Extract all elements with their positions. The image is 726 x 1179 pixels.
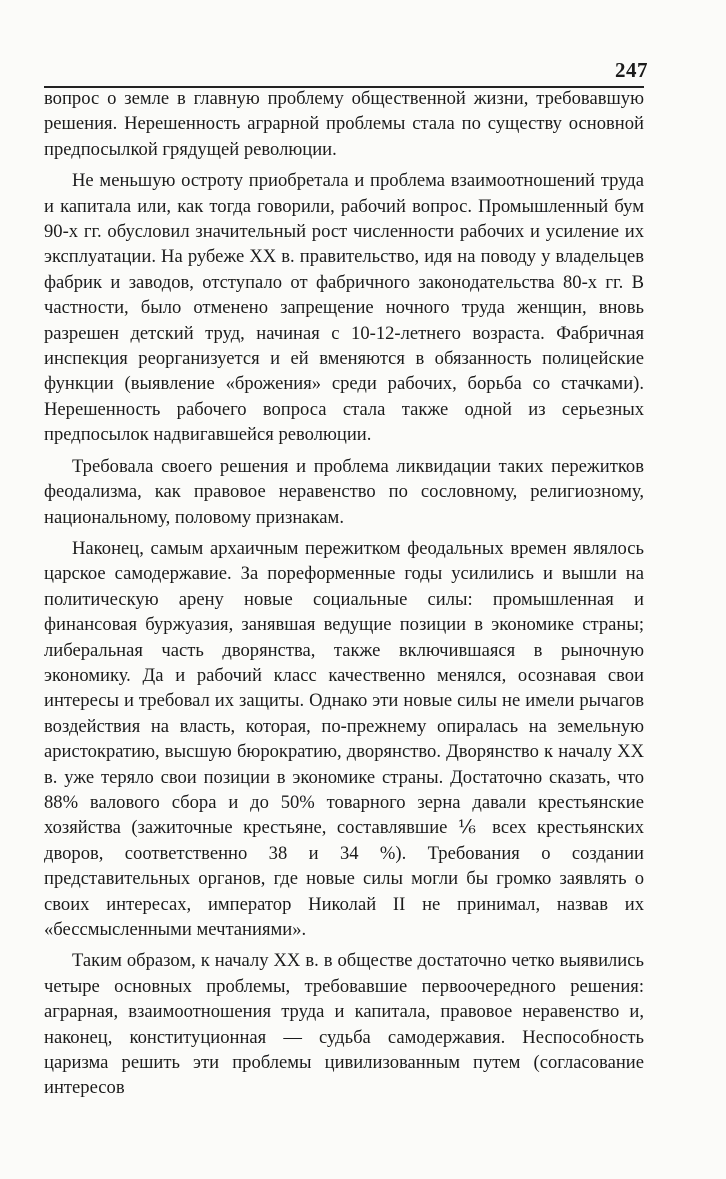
- paragraph-continuation: вопрос о земле в главную проблему общественной жизни, требовавшую решения. Нерешенность аграрной проблемы стала по существу основной предпосылкой грядущей революции.: [44, 88, 644, 160]
- paragraph-autocracy: Наконец, самым архаичным пережитком феодальных времен являлось царское самодержавие. За пореформенные годы усилились и вышли на политическую арену новые социальные силы: промышленная и финансовая буржуазия, занявшая ведущие позиции в экономике страны; либеральная часть дворянства, также включившаяся в рыночную экономику. Да и рабочий класс качественно менялся, осознавая свои интересы и требовал их защиты. Однако эти новые силы не имели рычагов воздействия на власть, которая, по-прежнему опиралась на земельную аристократию, высшую бюрократию, дворянство. Дворянство к началу XX в. уже теряло свои позиции в экономике страны. Достаточно сказать, что 88% валового сбора и до 50% товарного зерна давали крестьянские хозяйства (зажиточные крестьяне, составлявшие ⅙ всех крестьянских дворов, соответственно 38 и 34 %). Требования о создании представительных органов, где новые силы могли бы громко заявлять о своих интересах, император Николай II не принимал, назвав их «бессмысленными мечтаниями».: [44, 537, 644, 940]
- paragraph-feudal-remnants: Требовала своего решения и проблема ликвидации таких пережитков феодализма, как правовое неравенство по сословному, религиозному, национальному, половому признакам.: [44, 455, 644, 528]
- body-text: [44, 86, 644, 1101]
- paragraph-labor-question: Не меньшую остроту приобретала и проблема взаимоотношений труда и капитала или, как тогда говорили, рабочий вопрос. Промышленный бум 90-х гг. обусловил значительный рост численности рабочих и усиление их эксплуатации. На рубеже XX в. правительство, идя на поводу у владельцев фабрик и заводов, отступало от фабричного законодательства 80-х гг. В частности, было отменено запрещение ночного труда женщин, вновь разрешен детский труд, начиная с 10-12-летнего возраста. Фабричная инспекция реорганизуется и ей вменяются в обязанность полицейские функции (выявление «брожения» среди рабочих, борьба со стачками). Нерешенность рабочего вопроса стала также одной из серьезных предпосылок надвигавшейся революции.: [44, 170, 644, 446]
- paragraph-conclusion: Таким образом, к началу XX в. в обществе достаточно четко выявились четыре основных проблемы, требовавшие первоочередного решения: аграрная, взаимоотношения труда и капитала, правовое неравенство и, наконец, конституционная — судьба самодержавия. Неспособность царизма решить эти проблемы цивилизованным путем (согласование интересов: [44, 950, 644, 1099]
- page-number: 247: [615, 58, 648, 82]
